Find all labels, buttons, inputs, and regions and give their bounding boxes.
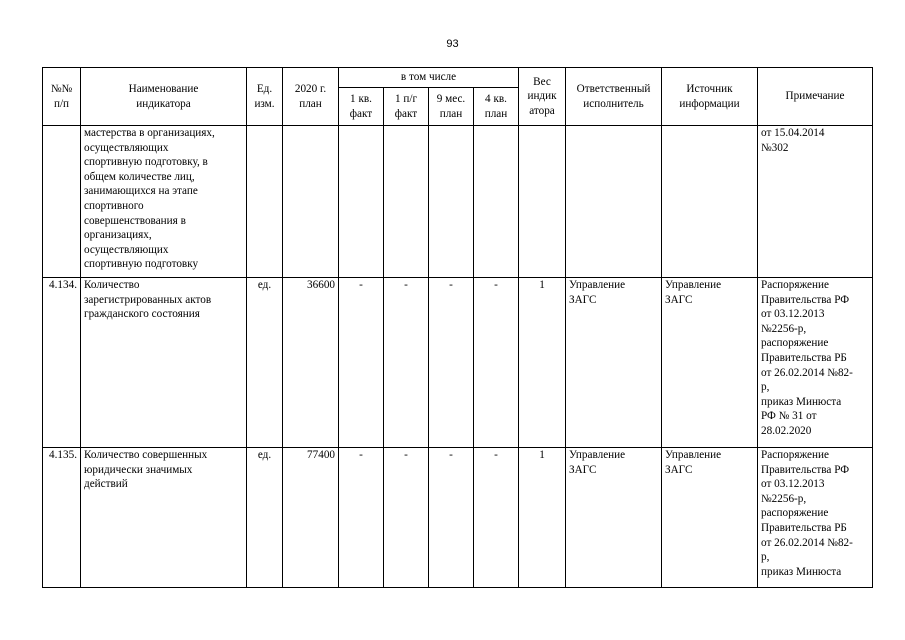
table-row [43, 448, 873, 588]
table-row [43, 126, 873, 278]
row-note: Распоряжение Правительства РФ от 03.12.2013 №2256-р, распоряжение Правительства РБ от 26.02.2014 №82- р, приказ Минюста РФ № 31 от 28.02.2020 [758, 278, 873, 448]
row-responsible: Управление ЗАГС [566, 448, 662, 588]
col-header-source: Источник информации [662, 68, 758, 126]
row-num: 4.135. [43, 448, 81, 588]
col-header-plan: 2020 г. план [283, 68, 339, 126]
col-header-weight: Вес индик атора [519, 68, 566, 126]
row-h1: - [384, 278, 429, 448]
col-header-name: Наименование индикатора [81, 68, 247, 126]
row-note: Распоряжение Правительства РФ от 03.12.2013 №2256-р, распоряжение Правительства РБ от 26.02.2014 №82- р, приказ Минюста [758, 448, 873, 588]
col-header-9m: 9 мес. план [429, 88, 474, 126]
row-unit [247, 126, 283, 278]
row-num [43, 126, 81, 278]
col-header-including: в том числе [339, 68, 519, 88]
col-header-num: №№ п/п [43, 68, 81, 126]
col-header-h1: 1 п/г факт [384, 88, 429, 126]
col-header-responsible: Ответственный исполнитель [566, 68, 662, 126]
row-q1: - [339, 448, 384, 588]
header-row-top [43, 68, 873, 88]
row-h1: - [384, 448, 429, 588]
row-responsible: Управление ЗАГС [566, 278, 662, 448]
row-unit: ед. [247, 448, 283, 588]
row-q4: - [474, 448, 519, 588]
row-plan [283, 126, 339, 278]
row-name: Количество совершенных юридически значимых действий [81, 448, 247, 588]
row-unit: ед. [247, 278, 283, 448]
row-plan: 36600 [283, 278, 339, 448]
row-responsible [566, 126, 662, 278]
row-weight: 1 [519, 448, 566, 588]
row-weight [519, 126, 566, 278]
row-weight: 1 [519, 278, 566, 448]
page-number: 93 [446, 38, 459, 50]
row-plan: 77400 [283, 448, 339, 588]
row-source [662, 126, 758, 278]
table-row [43, 278, 873, 448]
row-9m: - [429, 278, 474, 448]
row-9m [429, 126, 474, 278]
row-h1 [384, 126, 429, 278]
row-9m: - [429, 448, 474, 588]
row-name: Количество зарегистрированных актов гражданского состояния [81, 278, 247, 448]
row-q4: - [474, 278, 519, 448]
col-header-note: Примечание [758, 68, 873, 126]
row-name: мастерства в организациях, осуществляющих спортивную подготовку, в общем количестве лиц, занимающихся на этапе спортивного совершенствования в организациях, осуществляющих спортивную подготовку [81, 126, 247, 278]
row-note: от 15.04.2014 №302 [758, 126, 873, 278]
col-header-unit: Ед. изм. [247, 68, 283, 126]
row-source: Управление ЗАГС [662, 278, 758, 448]
row-source: Управление ЗАГС [662, 448, 758, 588]
row-q1 [339, 126, 384, 278]
indicators-table [42, 67, 873, 588]
col-header-q1: 1 кв. факт [339, 88, 384, 126]
row-q4 [474, 126, 519, 278]
col-header-q4: 4 кв. план [474, 88, 519, 126]
row-num: 4.134. [43, 278, 81, 448]
row-q1: - [339, 278, 384, 448]
